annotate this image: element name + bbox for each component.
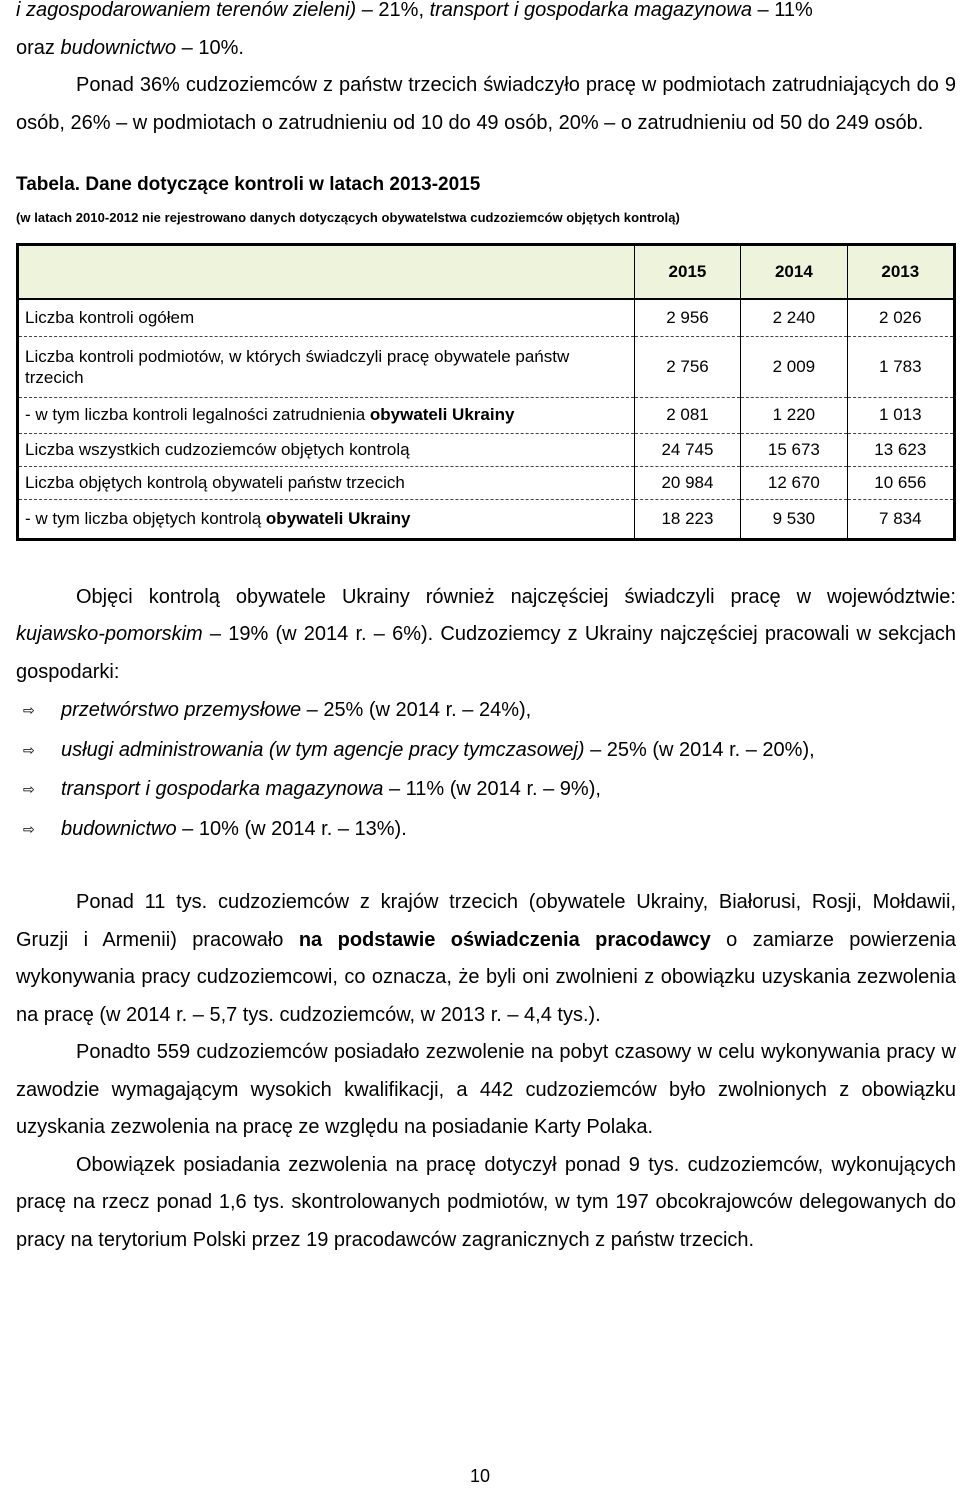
row-label-bold: obywateli Ukrainy	[265, 508, 411, 528]
para4-end: o zamiarze powierzenia wykonywania pracy cudzoziemcowi, co oznacza, że byli oni zwolnieni z obowiązku uzyskania zezwolenia na pracę (w 2014 r. – 5,7 tys. cudzoziemców, w 2013 r. – 4,4 tys.).	[16, 928, 956, 1026]
row-value-2014: 1 220	[741, 397, 847, 433]
row-label	[18, 499, 635, 539]
paragraph-high-qualifications: Ponadto 559 cudzoziemców posiadało zezwolenie na pobyt czasowy w celu wykonywania pracy w zawodzie wymagającym wysokich kwalifikacji, a 442 cudzoziemców było zwolnionych z obowiązku uzyskania zezwolenia na pracę ze względu na posiadanie Karty Polaka.	[16, 1041, 956, 1138]
list-item	[16, 691, 956, 731]
arrow-icon: ⇨	[23, 820, 35, 837]
table-subtitle: (w latach 2010-2012 nie rejestrowano danych dotyczących obywatelstwa cudzoziemców objętych kontrolą)	[16, 210, 680, 225]
page-number: 10	[469, 1466, 491, 1486]
table-header-2014: 2014	[741, 245, 847, 300]
para3-end: – 19% (w 2014 r. – 6%). Cudzoziemcy z Ukrainy najczęściej pracowali w sekcjach gospodarki:	[16, 623, 956, 683]
para3-start: Objęci kontrolą obywatele Ukrainy również najczęściej świadczyli pracę w województwie:	[76, 585, 956, 608]
list-item-italic: przetwórstwo przemysłowe	[61, 699, 302, 721]
arrow-icon: ⇨	[23, 781, 35, 797]
row-value-2015: 24 745	[634, 433, 740, 466]
row-label: Liczba kontroli podmiotów, w których świadczyli pracę obywatele państw trzecich	[18, 336, 635, 397]
intro-paragraph-end	[16, 0, 956, 67]
row-label	[18, 397, 635, 433]
table-row	[18, 397, 955, 433]
controls-table	[16, 243, 956, 541]
paragraph-work-permit: Obowiązek posiadania zezwolenia na pracę dotyczył ponad 9 tys. cudzoziemców, wykonujących pracę na rzecz ponad 1,6 tys. skontrolowanych podmiotów, w tym 197 obcokrajowców delegowanych do pracy na terytorium Polski przez 19 pracodawców zagranicznych z państw trzecich.	[16, 1153, 956, 1251]
table-header-blank	[18, 245, 635, 300]
list-item-italic: transport i gospodarka magazynowa	[61, 778, 384, 800]
paragraph-ukraine-regions	[16, 579, 956, 692]
paragraph-employer-size: Ponad 36% cudzoziemców z państw trzecich świadczyło pracę w podmiotach zatrudniających do 9 osób, 26% – w podmiotach o zatrudnieniu od 10 do 49 osób, 20% – o zatrudnieniu od 50 do 249 osób.	[16, 74, 956, 134]
table-row	[18, 499, 955, 539]
list-item-plain: – 11% (w 2014 r. – 9%),	[383, 778, 601, 800]
para3-italic: kujawsko-pomorskim	[16, 623, 203, 645]
intro-mid: – 21%,	[356, 0, 430, 21]
row-label: Liczba wszystkich cudzoziemców objętych kontrolą	[18, 433, 635, 466]
table-row	[18, 336, 955, 397]
table-header-2015: 2015	[634, 245, 740, 300]
para4-bold: na podstawie oświadczenia pracodawcy	[298, 928, 711, 951]
row-value-2015: 20 984	[634, 466, 740, 499]
arrow-icon: ⇨	[23, 702, 35, 718]
table-header-2013: 2013	[847, 245, 954, 300]
list-item	[16, 810, 956, 850]
row-label-prefix: - w tym liczba kontroli legalności zatrudnienia	[25, 405, 370, 424]
sector-list	[16, 691, 956, 849]
row-value-2013: 13 623	[847, 433, 954, 466]
row-value-2013: 7 834	[847, 499, 954, 539]
row-label-bold: obywateli Ukrainy	[369, 405, 515, 424]
row-value-2013: 1 783	[847, 336, 954, 397]
list-item	[16, 731, 956, 771]
table-row	[18, 466, 955, 499]
row-value-2013: 10 656	[847, 466, 954, 499]
intro-line2-end: – 10%.	[176, 36, 244, 59]
row-value-2014: 9 530	[741, 499, 847, 539]
table-header-row	[18, 245, 955, 300]
intro-end: – 11%	[751, 0, 813, 21]
intro-line2-start: oraz	[16, 36, 61, 59]
list-item-plain: – 25% (w 2014 r. – 24%),	[301, 699, 532, 721]
document-page	[16, 0, 956, 1259]
list-item-italic: usługi administrowania (w tym agencje pracy tymczasowej)	[61, 738, 585, 761]
table-row	[18, 299, 955, 336]
row-value-2014: 2 009	[741, 336, 847, 397]
row-value-2013: 1 013	[847, 397, 954, 433]
paragraph-employer-declaration	[16, 884, 956, 1034]
row-label-prefix: - w tym liczba objętych kontrolą	[25, 508, 266, 528]
row-value-2014: 12 670	[741, 466, 847, 499]
table-title-label: Tabela.	[16, 174, 81, 195]
list-item-italic: budownictwo	[61, 817, 177, 840]
intro-italic-2: transport i gospodarka magazynowa	[429, 0, 752, 21]
para4-start: Ponad 11 tys. cudzoziemców z krajów trzecich (obywatele Ukrainy, Białorusi, Rosji, Mołdawii, Gruzji i Armenii) pracowało	[16, 891, 956, 951]
list-item-plain: – 10% (w 2014 r. – 13%).	[176, 817, 407, 840]
row-label: Liczba kontroli ogółem	[18, 299, 635, 336]
row-value-2015: 2 756	[634, 336, 740, 397]
row-value-2015: 2 956	[634, 299, 740, 336]
row-value-2014: 15 673	[741, 433, 847, 466]
table-title	[16, 174, 956, 196]
row-value-2013: 2 026	[847, 299, 954, 336]
list-item-plain: – 25% (w 2014 r. – 20%),	[584, 738, 815, 761]
row-label: Liczba objętych kontrolą obywateli państw trzecich	[18, 466, 635, 499]
row-value-2015: 2 081	[634, 397, 740, 433]
intro-line2-italic: budownictwo	[60, 36, 177, 59]
table-row	[18, 433, 955, 466]
list-item	[16, 770, 956, 810]
row-value-2015: 18 223	[634, 499, 740, 539]
table-title-text: Dane dotyczące kontroli w latach 2013-2015	[80, 174, 481, 195]
row-value-2014: 2 240	[741, 299, 847, 336]
arrow-icon: ⇨	[23, 741, 35, 758]
intro-italic-1: i zagospodarowaniem terenów zieleni)	[16, 0, 357, 21]
